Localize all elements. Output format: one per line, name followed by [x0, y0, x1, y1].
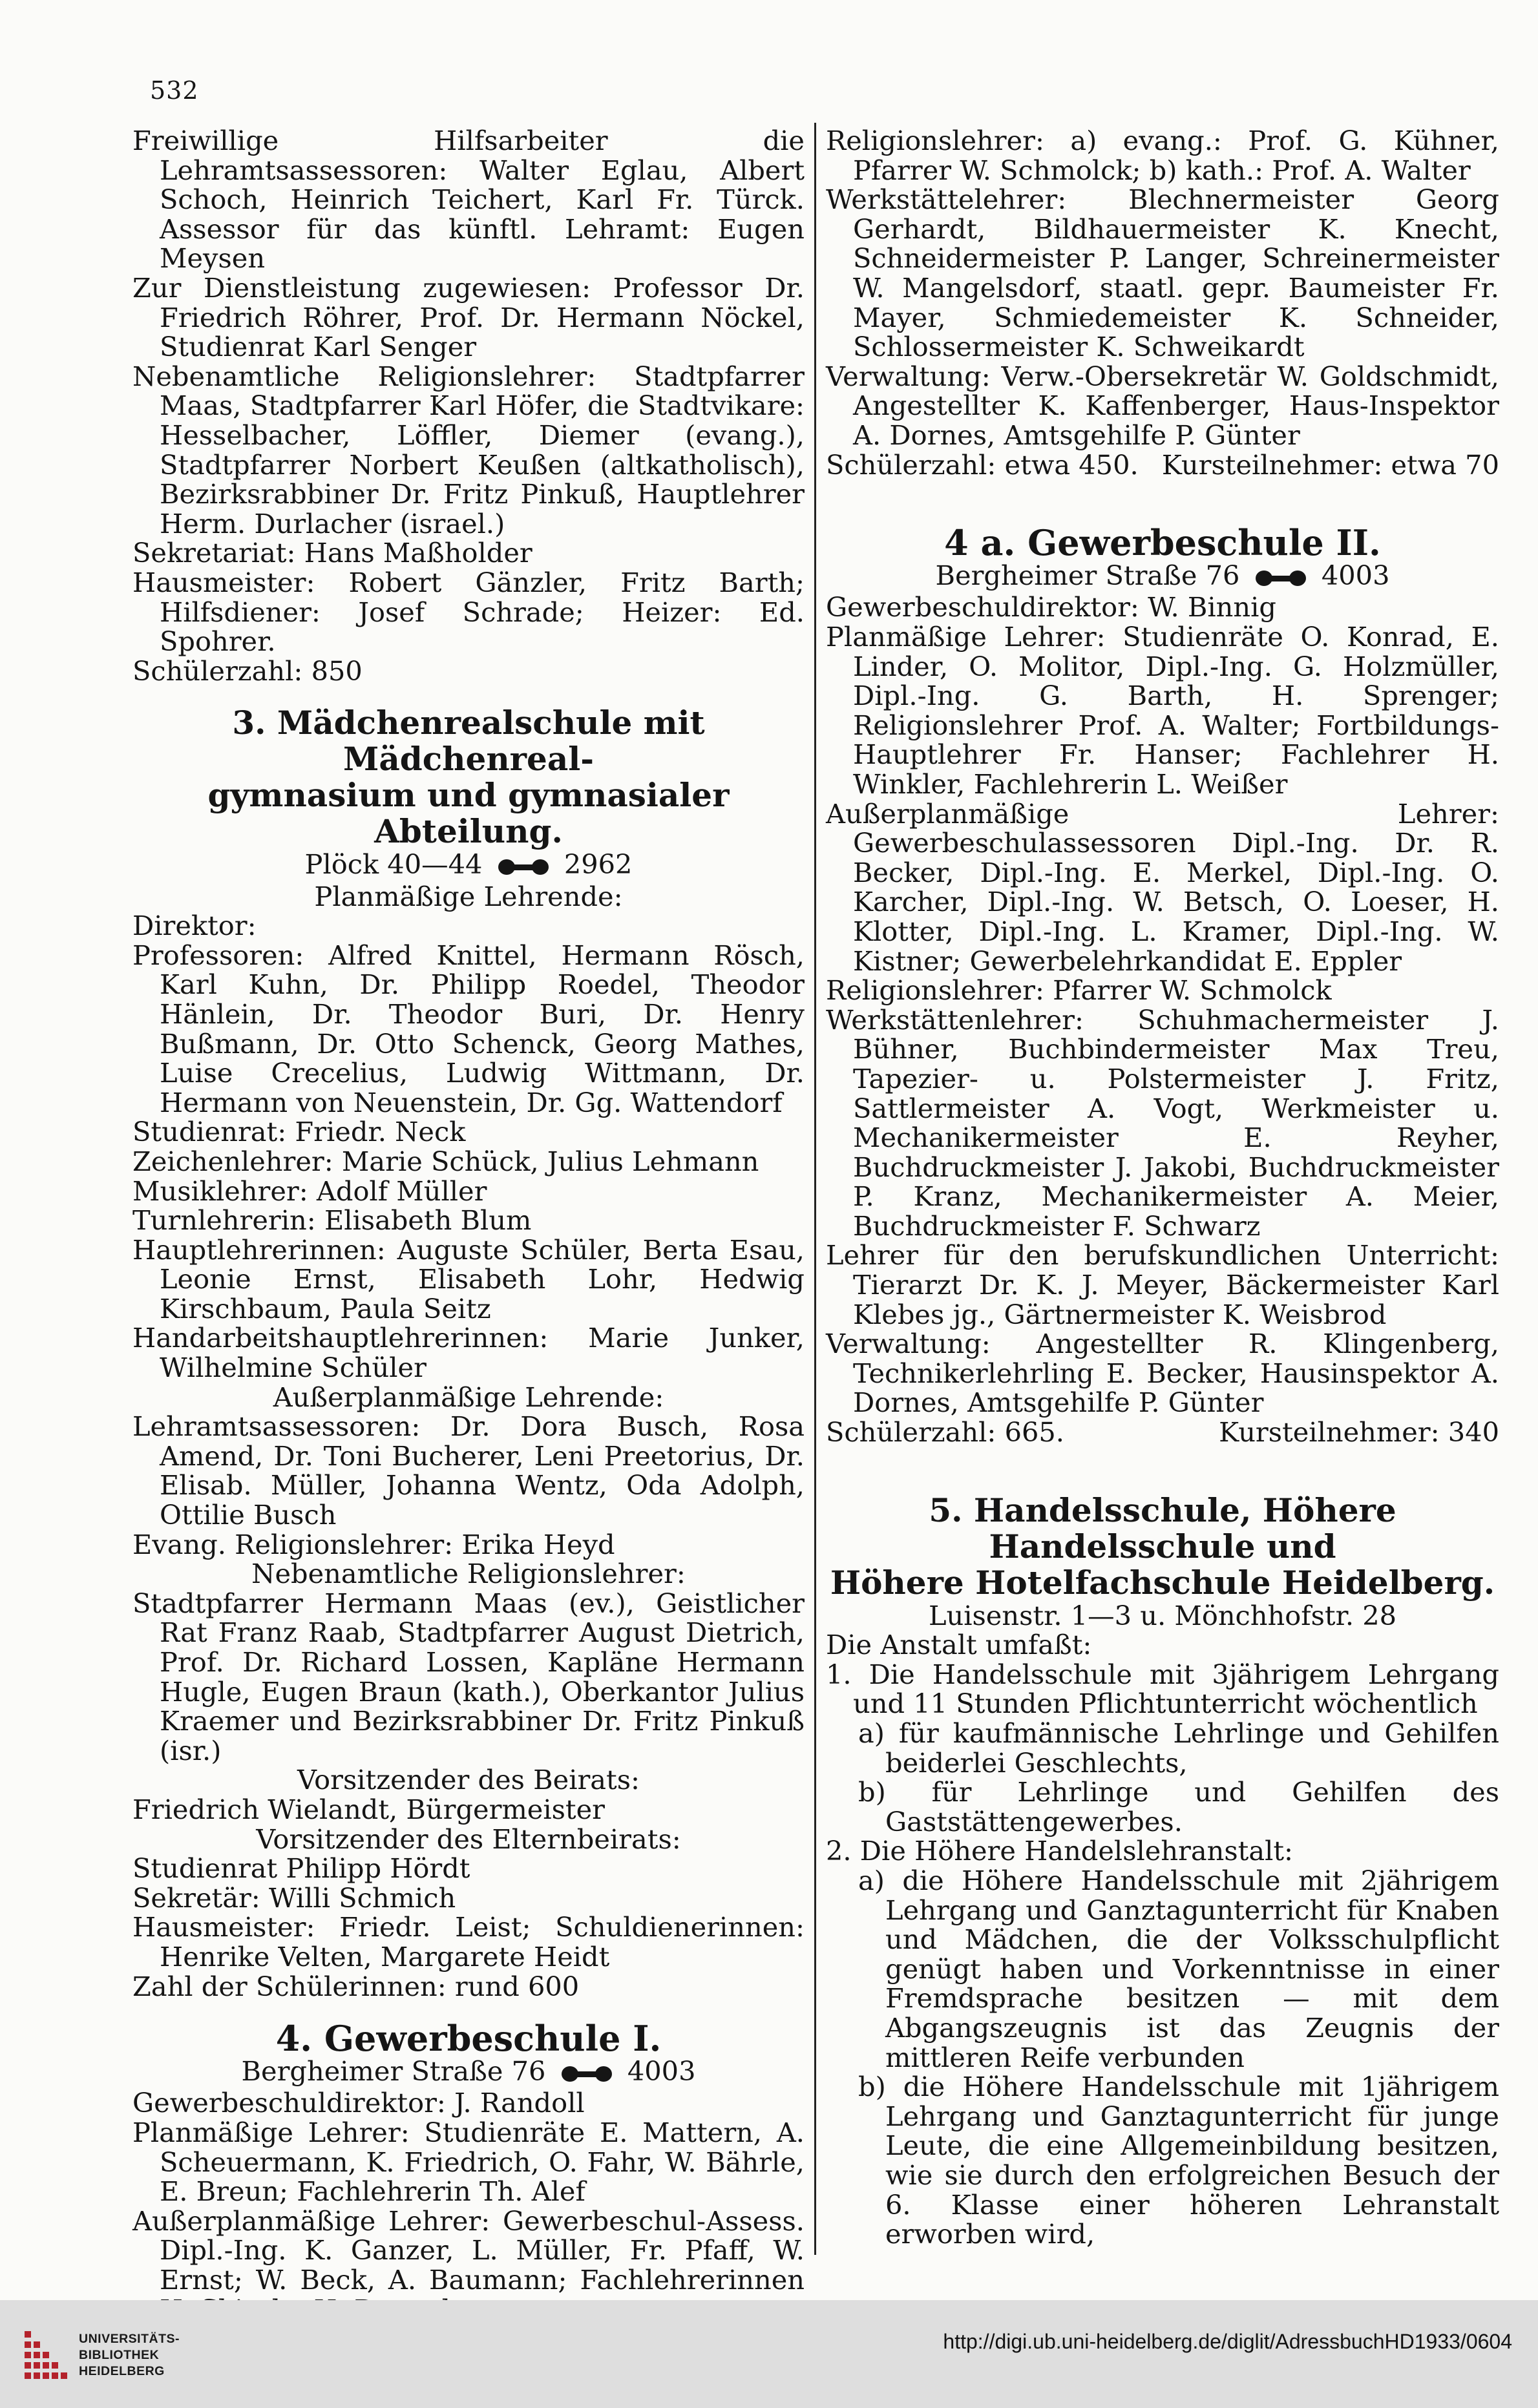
- section-5-umfasst: Die Anstalt umfaßt:: [826, 1629, 1092, 1661]
- column-divider: [814, 123, 816, 2255]
- section-5-title-line2: Höhere Hotelfachschule Heidelberg.: [830, 1563, 1495, 1602]
- section-4-address: Bergheimer Straße 76: [241, 2055, 546, 2088]
- section-5-title-line1: 5. Handelsschule, Höhere Handelsschule und: [929, 1491, 1396, 1565]
- section-3-lehramtsassessoren: Lehramtsassessoren: Dr. Dora Busch, Rosa Amend, Dr. Toni Bucherer, Leni Preetorius, Dr. Elisab. Müller, Johanna Wentz, Oda Adolph, Ottilie Busch: [132, 1410, 805, 1531]
- section-4a-berufskundlich: Lehrer für den berufskundlichen Unterricht: Tierarzt Dr. K. J. Meyer, Bäckermeister Karl Klebes jg., Gärtnermeister K. Weisbrod: [826, 1239, 1499, 1330]
- section-3-title-line1: 3. Mädchenrealschule mit Mädchenreal-: [232, 704, 705, 779]
- section-3-address: Plöck 40—44: [304, 848, 483, 881]
- section-5-item-1b: b) für Lehrlinge und Gehilfen des Gaststättengewerbes.: [858, 1776, 1499, 1837]
- section-3-hoerdt: Studienrat Philipp Hördt: [132, 1852, 470, 1885]
- section-4a-direktor: Gewerbeschuldirektor: W. Binnig: [826, 591, 1276, 623]
- section-4a-phone: 4003: [1321, 560, 1390, 592]
- section-5-item-2b: b) die Höhere Handelsschule mit 1jährigem Lehrgang und Ganztagunterricht für junge Leute, die eine Allgemeinbildung besitzen, wie sie durch den erfolgreichen Besuch der 6. Klasse einer höheren Lehranstalt erworben wird,: [858, 2071, 1499, 2250]
- right-column: [826, 126, 1499, 2249]
- library-name[interactable]: [79, 2331, 180, 2380]
- section-5-item-2a: a) die Höhere Handelsschule mit 2jährigem Lehrgang und Ganztagunterricht für Knaben und Mädchen, die der Volksschulpflicht genügt haben und Vorkenntnisse in einer Fremdsprache besitzen — mit dem Abgangszeugnis ist das Zeugnis der mittleren Reife verbunden: [858, 1864, 1499, 2073]
- section-3-sekretaer: Sekretär: Willi Schmich: [132, 1881, 456, 1914]
- left-hausmeister: Hausmeister: Robert Gänzler, Fritz Barth; Hilfsdiener: Josef Schrade; Heizer: Ed. Spohrer.: [132, 566, 805, 658]
- section-4a-planmaessige: Planmäßige Lehrer: Studienräte O. Konrad, E. Linder, O. Molitor, Dipl.-Ing. G. Holzmüller, Dipl.-Ing. G. Barth, H. Sprenger; Religionslehrer Prof. A. Walter; Fortbildungs-Hauptlehrer Fr. Hanser; Fachlehrer H. Winkler, Fachlehrerin L. Weißer: [826, 621, 1499, 800]
- page-number: 532: [150, 76, 199, 105]
- section-4a-religionslehrer: Religionslehrer: Pfarrer W. Schmolck: [826, 974, 1332, 1007]
- section-3-hausmeister: Hausmeister: Friedr. Leist; Schuldienerinnen: Henrike Velten, Margarete Heidt: [132, 1911, 805, 1973]
- section-4a-werkstaettenlehrer: Werkstättenlehrer: Schuhmachermeister J. Bühner, Buchbindermeister Max Treu, Tapezier- u. Polstermeister J. Fritz, Sattlermeister A. Vogt, Werkmeister u. Mechanikermeister E. Reyher, Buchdruckmeister J. Jakobi, Buchdruckmeister P. Kranz, Mechanikermeister A. Meier, Buchdruckmeister F. Schwarz: [826, 1003, 1499, 1242]
- section-3-zahl: Zahl der Schülerinnen: rund 600: [132, 1970, 580, 2002]
- section-3-professoren: Professoren: Alfred Knittel, Hermann Rösch, Karl Kuhn, Dr. Philipp Roedel, Theodor Hänlein, Dr. Theodor Buri, Dr. Henry Bußmann, Dr. Otto Schenck, Georg Mathes, Luise Crecelius, Ludwig Wittmann, Dr. Hermann von Neuenstein, Dr. Gg. Wattendorf: [132, 939, 805, 1118]
- right-verwaltung: Verwaltung: Verw.-Obersekretär W. Goldschmidt, Angestellter K. Kaffenberger, Haus-Inspektor A. Dornes, Amtsgehilfe P. Günter: [826, 360, 1499, 451]
- library-logo-icon[interactable]: [25, 2331, 70, 2384]
- telephone-receiver-icon: [1255, 563, 1307, 593]
- section-4-title: 4. Gewerbeschule I.: [275, 2018, 662, 2060]
- section-3-nebenamtliche: Nebenamtliche Religionslehrer:: [251, 1558, 686, 1590]
- section-4a-address-line: [826, 561, 1499, 592]
- section-3-evang-religionslehrer: Evang. Religionslehrer: Erika Heyd: [132, 1528, 615, 1560]
- left-religionslehrer: Nebenamtliche Religionslehrer: Stadtpfarrer Maas, Stadtpfarrer Karl Höfer, die Stadtvikare: Hesselbacher, Löffler, Diemer (evang.), Stadtpfarrer Norbert Keußen (altkatholisch), Bezirksrabbiner Dr. Fritz Pinkuß, Hauptlehrer Herm. Durlacher (israel.): [132, 360, 805, 539]
- viewer-footer: [0, 2300, 1538, 2408]
- section-3-turnlehrerin: Turnlehrerin: Elisabeth Blum: [132, 1204, 532, 1237]
- section-5-item-2: 2. Die Höhere Handelslehranstalt:: [826, 1835, 1294, 1867]
- section-4a-address: Bergheimer Straße 76: [935, 560, 1240, 592]
- section-4-planmaessige: Planmäßige Lehrer: Studienräte E. Mattern, A. Scheuermann, K. Friedrich, O. Fahr, W. Bährle, E. Breun; Fachlehrerin Th. Alef: [132, 2117, 805, 2208]
- library-name-line3: HEIDELBERG: [79, 2364, 165, 2378]
- right-schuelerzahl: Schülerzahl: etwa 450.: [826, 448, 1139, 481]
- section-3-wielandt: Friedrich Wielandt, Bürgermeister: [132, 1793, 606, 1825]
- section-3-title-line2: gymnasium und gymnasialer Abteilung.: [207, 776, 730, 851]
- library-name-line1: UNIVERSITÄTS-: [79, 2332, 180, 2346]
- section-3-address-line: [132, 850, 805, 881]
- section-3-zeichenlehrer: Zeichenlehrer: Marie Schück, Julius Lehmann: [132, 1145, 759, 1177]
- section-3-stadtpfarrer: Stadtpfarrer Hermann Maas (ev.), Geistlicher Rat Franz Raab, Stadtpfarrer August Dietrich, Prof. Dr. Richard Lossen, Kapläne Hermann Hugle, Eugen Braun (kath.), Oberkantor Julius Kraemer und Bezirksrabbiner Dr. Fritz Pinkuß (isr.): [132, 1587, 805, 1766]
- section-5-address: Luisenstr. 1—3 u. Mönchhofstr. 28: [928, 1599, 1397, 1631]
- section-3-vorsitzender-elternbeirat: Vorsitzender des Elternbeirats:: [256, 1823, 681, 1855]
- telephone-receiver-icon: [561, 2059, 613, 2089]
- section-3-vorsitzender-beirat: Vorsitzender des Beirats:: [297, 1764, 640, 1796]
- section-4a-ausserplanmaessige: Außerplanmäßige Lehrer: Gewerbeschulassessoren Dipl.-Ing. Dr. R. Becker, Dipl.-Ing. E. Merkel, Dipl.-Ing. O. Karcher, Dipl.-Ing. W. Betsch, O. Loeser, H. Klotter, Dipl.-Ing. L. Kramer, Dipl.-Ing. W. Kistner; Gewerbelehrkandidat E. Eppler: [826, 797, 1499, 977]
- section-4-direktor: Gewerbeschuldirektor: J. Randoll: [132, 2087, 585, 2119]
- section-3-studienrat: Studienrat: Friedr. Neck: [132, 1116, 466, 1148]
- source-url-link[interactable]: http://digi.ub.uni-heidelberg.de/diglit/AdressbuchHD1933/0604: [943, 2330, 1512, 2353]
- right-religionslehrer: Religionslehrer: a) evang.: Prof. G. Kühner, Pfarrer W. Schmolck; b) kath.: Prof. A. Walter: [826, 125, 1499, 186]
- section-4-ausserplanmaessige: Außerplanmäßige Lehrer: Gewerbeschul-Assess. Dipl.-Ing. K. Ganzer, L. Müller, Fr. Pfaff, W. Ernst; W. Beck, A. Baumann; Fachlehrerinnen: [132, 2204, 805, 2296]
- section-5-item-1a: a) für kaufmännische Lehrlinge und Gehilfen beiderlei Geschlechts,: [858, 1717, 1499, 1779]
- section-3-ausserplanmaessige: Außerplanmäßige Lehrende:: [273, 1381, 664, 1413]
- section-3-direktor: Direktor:: [132, 910, 257, 942]
- section-3-planmaessige: Planmäßige Lehrende:: [314, 880, 623, 912]
- left-dienstleistung: Zur Dienstleistung zugewiesen: Professor Dr. Friedrich Röhrer, Prof. Dr. Hermann Nöckel, Studienrat Karl Senger: [132, 271, 805, 363]
- left-schuelerzahl: Schülerzahl: 850: [132, 654, 363, 687]
- section-4a-title: 4 a. Gewerbeschule II.: [944, 522, 1381, 564]
- right-kursteilnehmer: Kursteilnehmer: etwa 70: [1161, 448, 1499, 481]
- section-4-address-line: [132, 2057, 805, 2088]
- left-sekretariat: Sekretariat: Hans Maßholder: [132, 537, 532, 569]
- section-4a-schuelerzahl: Schülerzahl: 665.: [826, 1416, 1064, 1449]
- left-hilfsarbeiter: Freiwillige Hilfsarbeiter die Lehramtsassessoren: Walter Eglau, Albert Schoch, Heinrich Teichert, Karl Fr. Türck. Assessor für das künftl. Lehramt: Eugen Meysen: [132, 125, 805, 275]
- section-4-phone: 4003: [627, 2055, 696, 2088]
- section-3-handarbeit: Handarbeitshauptlehrerinnen: Marie Junker, Wilhelmine Schüler: [132, 1322, 805, 1384]
- telephone-receiver-icon: [498, 852, 549, 882]
- right-schuelerzahl-row: [826, 450, 1499, 480]
- section-4a-schuelerzahl-row: [826, 1418, 1499, 1447]
- left-column: [132, 126, 805, 2324]
- right-werkstaettelehrer: Werkstättelehrer: Blechnermeister Georg Gerhardt, Bildhauermeister K. Knecht, Schneidermeister P. Langer, Schreinermeister W. Mangelsdorf, staatl. gepr. Baumeister Fr. Mayer, Schmiedemeister K. Schneider, Schlossermeister K. Schweikardt: [826, 183, 1499, 363]
- section-3-musiklehrer: Musiklehrer: Adolf Müller: [132, 1175, 487, 1207]
- section-4a-verwaltung: Verwaltung: Angestellter R. Klingenberg, Technikerlehrling E. Becker, Hausinspektor A. Dornes, Amtsgehilfe P. Günter: [826, 1328, 1499, 1419]
- library-name-line2: BIBLIOTHEK: [79, 2348, 160, 2362]
- section-5-item-1: 1. Die Handelsschule mit 3jährigem Lehrgang und 11 Stunden Pflichtunterricht wöchentlich: [826, 1658, 1499, 1720]
- section-4a-kursteilnehmer: Kursteilnehmer: 340: [1219, 1416, 1499, 1449]
- section-3-phone: 2962: [564, 848, 633, 881]
- section-3-hauptlehrerinnen: Hauptlehrerinnen: Auguste Schüler, Berta Esau, Leonie Ernst, Elisabeth Lohr, Hedwig Kirschbaum, Paula Seitz: [132, 1233, 805, 1324]
